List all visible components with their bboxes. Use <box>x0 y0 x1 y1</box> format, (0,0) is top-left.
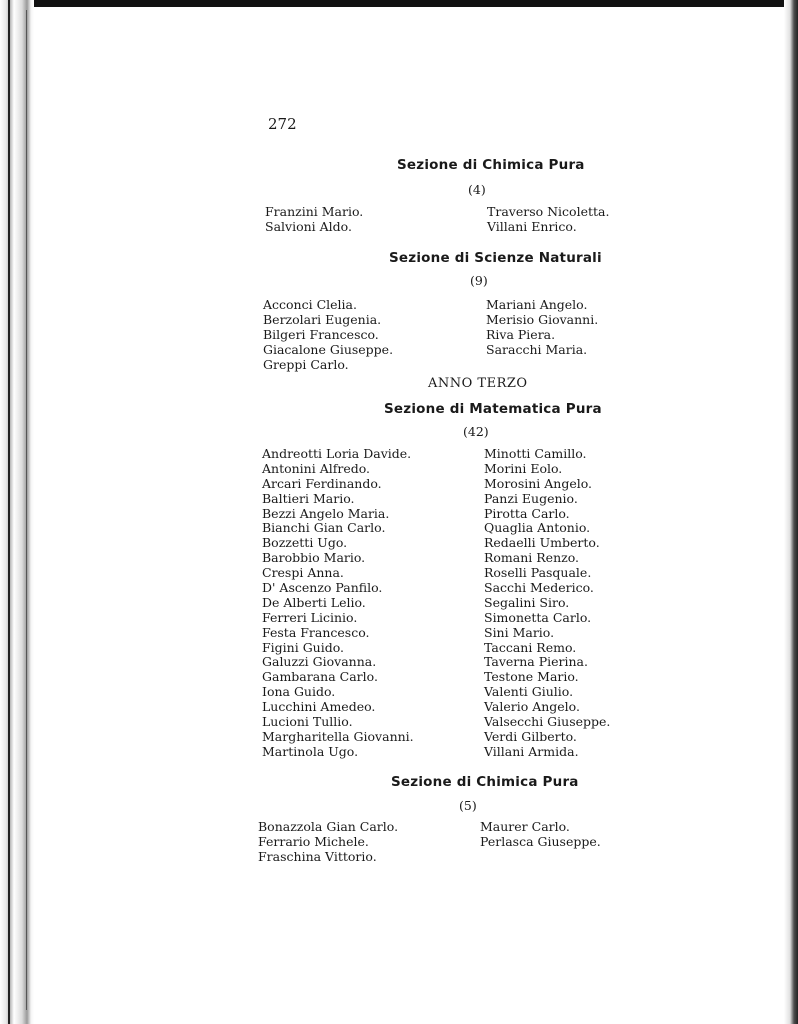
name-entry: Andreotti Loria Davide. <box>262 446 412 461</box>
name-entry: Valerio Angelo. <box>484 699 580 715</box>
names-column-right <box>480 820 601 850</box>
name-entry: Morosini Angelo. <box>484 475 593 491</box>
name-entry: Greppi Carlo. <box>263 356 349 372</box>
name-entry: Minotti Camillo. <box>484 446 587 461</box>
name-entry: Festa Francesco. <box>262 624 370 640</box>
name-entry: Bonazzola Gian Carlo. <box>258 819 399 834</box>
names-column-left <box>263 298 393 372</box>
name-entry: Figini Guido. <box>262 639 345 655</box>
names-column-right <box>487 205 609 235</box>
year-heading: ANNO TERZO <box>428 376 528 391</box>
section-count: (5) <box>459 798 477 813</box>
name-entry: Villani Enrico. <box>487 218 577 234</box>
name-entry: Segalini Siro. <box>484 594 570 610</box>
name-entry: Salvioni Aldo. <box>265 218 352 234</box>
name-entry: D' Ascenzo Panfilo. <box>262 580 383 596</box>
name-entry: Antonini Alfredo. <box>262 460 371 476</box>
name-entry: Villani Armida. <box>484 743 579 759</box>
name-entry: Perlasca Giuseppe. <box>480 833 601 849</box>
name-entry: Crespi Anna. <box>262 565 344 581</box>
name-entry: Giacalone Giuseppe. <box>263 341 394 357</box>
section-heading: Sezione di Scienze Naturali <box>389 250 602 266</box>
name-entry: De Alberti Lelio. <box>262 594 366 610</box>
name-entry: Verdi Gilberto. <box>484 728 577 744</box>
spine-line-inner <box>26 10 27 1010</box>
spine-line <box>8 0 10 1024</box>
name-entry: Merisio Giovanni. <box>486 311 599 327</box>
name-entry: Franzini Mario. <box>265 204 364 219</box>
name-entry: Redaelli Umberto. <box>484 535 600 551</box>
name-entry: Valsecchi Giuseppe. <box>484 714 611 730</box>
name-entry: Martinola Ugo. <box>262 743 359 759</box>
names-column-right <box>486 298 598 358</box>
book-spine-edge <box>0 0 34 1024</box>
name-entry: Arcari Ferdinando. <box>262 475 382 491</box>
name-entry: Pirotta Carlo. <box>484 505 570 521</box>
name-entry: Lucchini Amedeo. <box>262 699 376 715</box>
name-entry: Margharitella Giovanni. <box>262 728 414 744</box>
name-entry: Bezzi Angelo Maria. <box>262 505 390 521</box>
name-entry: Romani Renzo. <box>484 550 579 566</box>
section-count: (4) <box>468 182 486 197</box>
names-column-left <box>262 447 414 760</box>
name-entry: Quaglia Antonio. <box>484 520 591 536</box>
name-entry: Saracchi Maria. <box>486 341 588 357</box>
name-entry: Fraschina Vittorio. <box>258 848 377 864</box>
name-entry: Gambarana Carlo. <box>262 669 378 685</box>
name-entry: Riva Piera. <box>486 326 556 342</box>
names-column-left <box>265 205 363 235</box>
name-entry: Bianchi Gian Carlo. <box>262 520 386 536</box>
name-entry: Berzolari Eugenia. <box>263 311 382 327</box>
name-entry: Iona Guido. <box>262 684 336 700</box>
name-entry: Sacchi Mederico. <box>484 580 594 596</box>
section-heading: Sezione di Chimica Pura <box>397 157 585 173</box>
name-entry: Bozzetti Ugo. <box>262 535 348 551</box>
name-entry: Barobbio Mario. <box>262 550 366 566</box>
name-entry: Galuzzi Giovanna. <box>262 654 377 670</box>
page-number: 272 <box>268 115 297 133</box>
name-entry: Mariani Angelo. <box>486 297 588 312</box>
section-heading: Sezione di Chimica Pura <box>391 774 579 790</box>
name-entry: Roselli Pasquale. <box>484 565 592 581</box>
page-top-edge <box>0 0 798 7</box>
name-entry: Sini Mario. <box>484 624 555 640</box>
name-entry: Bilgeri Francesco. <box>263 326 379 342</box>
names-column-right <box>484 447 610 760</box>
page-right-edge <box>784 0 798 1024</box>
name-entry: Simonetta Carlo. <box>484 609 592 625</box>
name-entry: Taccani Remo. <box>484 639 577 655</box>
name-entry: Valenti Giulio. <box>484 684 574 700</box>
name-entry: Baltieri Mario. <box>262 490 355 506</box>
names-column-left <box>258 820 398 865</box>
name-entry: Ferrario Michele. <box>258 833 369 849</box>
section-count: (42) <box>463 424 489 439</box>
name-entry: Maurer Carlo. <box>480 819 570 834</box>
name-entry: Acconci Clelia. <box>263 297 357 312</box>
section-heading: Sezione di Matematica Pura <box>384 401 602 417</box>
name-entry: Traverso Nicoletta. <box>487 204 610 219</box>
name-entry: Panzi Eugenio. <box>484 490 578 506</box>
name-entry: Testone Mario. <box>484 669 579 685</box>
name-entry: Lucioni Tullio. <box>262 714 353 730</box>
section-count: (9) <box>470 273 488 288</box>
name-entry: Taverna Pierina. <box>484 654 588 670</box>
name-entry: Ferreri Licinio. <box>262 609 358 625</box>
name-entry: Morini Eolo. <box>484 460 563 476</box>
